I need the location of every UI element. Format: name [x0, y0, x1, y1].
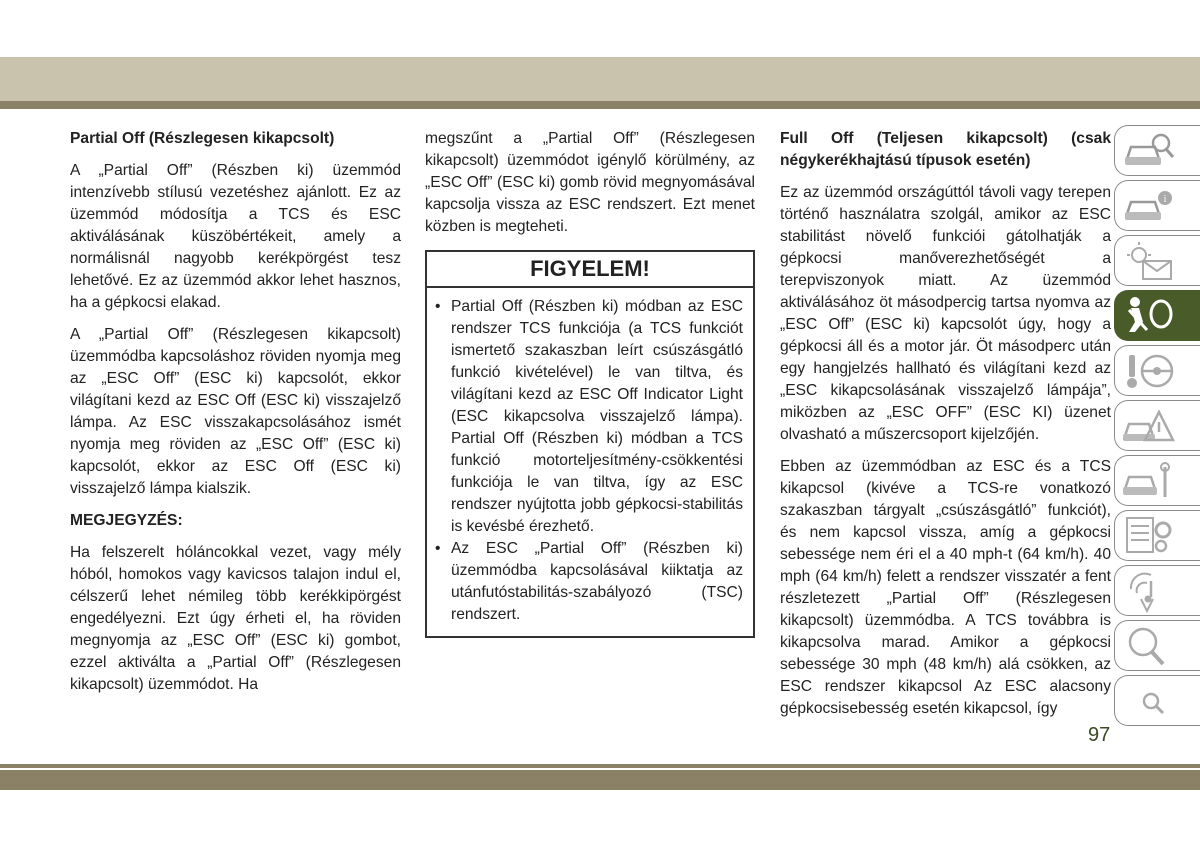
warning-list — [427, 288, 753, 636]
warning-item: • Partial Off (Részben ki) módban az ESC rendszer TCS funkciója (a TCS funkciót ismertető szakaszban leírt csúszásgátló funkció kivételével) le van tiltva, és világítani kezd az ESC Off Indicator Light (ESC kikapcsolva visszajelző lámpa). Partial Off (Részben ki) módban a TCS funkció motorteljesítmény-csökkentési funkciója le van tiltva, így az ESC rendszer nyújtotta jobb gépkocsi-stabilitás is kevésbé érezhető. — [435, 296, 743, 538]
music-navigation-icon — [1121, 569, 1177, 613]
tab-customer-assistance[interactable] — [1114, 620, 1200, 671]
page-number: 97 — [1088, 724, 1111, 746]
tab-car-search[interactable] — [1114, 125, 1200, 176]
alphabet-index-icon — [1121, 679, 1177, 723]
column-middle — [425, 128, 755, 638]
column-right — [780, 128, 1111, 730]
column-left — [70, 128, 401, 706]
tab-index[interactable] — [1114, 675, 1200, 726]
airbag-seatbelt-icon — [1121, 294, 1177, 338]
key-steering-wheel-icon — [1121, 349, 1177, 393]
tab-servicing[interactable] — [1114, 455, 1200, 506]
light-message-icon — [1121, 239, 1177, 283]
footer-rule — [0, 764, 1200, 768]
paragraph: Ez az üzemmód országúttól távoli vagy terepen történő használatra szolgál, amikor az ESC stabilitást növelő funkciói gátolhatják a gépkocsi manőverezhetőségét a terepviszonyok miatt. Az üzemmód aktiválásához öt másodpercig tartsa nyomva az „ESC Off” (ESC ki) kapcsolót úgy, hogy a gépkocsi áll és a motor jár. Öt másodperc után egy hangjelzés hallható és világítani kezd az „ESC kikapcsolásának visszajelző lámpája”, miközben az „ESC OFF” (ESC KI) üzenet olvasható a műszercsoport kijelzőjén. — [780, 184, 1111, 443]
section-heading-partial-off: Partial Off (Részlegesen kikapcsolt) — [70, 130, 335, 147]
paragraph: A „Partial Off” (Részlegesen kikapcsolt) üzemmódba kapcsoláshoz röviden nyomja meg az „ESC Off” (ESC ki) kapcsolót, ekkor világítani kezd az ESC Off (ESC ki) visszajelző lámpa. Az ESC visszakapcsolásához ismét nyomja meg röviden az „ESC Off” (ESC ki) kapcsolót, ekkor az ESC Off (ESC ki) visszajelző lámpa kialszik. — [70, 326, 401, 497]
car-search-icon — [1121, 129, 1177, 173]
warning-item: • Az ESC „Partial Off” (Részben ki) üzemmódba kapcsolásával kiiktatja az utánfutóstabilitás-szabályozó (TSC) rendszert. — [435, 538, 743, 626]
tab-multimedia[interactable] — [1114, 565, 1200, 616]
tab-emergency[interactable] — [1114, 400, 1200, 451]
note-text: Ha felszerelt hóláncokkal vezet, vagy mély hóból, homokos vagy kavicsos talajon indul el, célszerű lehet némileg több kerékkipörgést engedélyezni. Ezt úgy érheti el, ha röviden megnyomja az „ESC Off” (ESC ki) gombot, ezzel aktiválta a „Partial Off” (Részlegesen kikapcsolt) üzemmódot. Ha — [70, 544, 401, 693]
svg-text:i: i — [1163, 194, 1167, 205]
settings-list-icon — [1121, 514, 1177, 558]
tab-car-info[interactable] — [1114, 180, 1200, 231]
car-info-icon — [1121, 184, 1177, 228]
footer-band — [0, 770, 1200, 790]
tab-safety[interactable] — [1114, 290, 1200, 341]
car-warning-triangle-icon — [1121, 404, 1177, 448]
chapter-tabs — [1114, 125, 1200, 730]
warning-title: FIGYELEM! — [427, 252, 753, 288]
paragraph: A „Partial Off” (Részben ki) üzemmód intenzívebb stílusú vezetéshez ajánlott. Ez az üzemmód módosítja a TCS és ESC aktiválásának küszöbértékeit, amely a normálisnál nagyobb kerékpörgést tesz lehetővé. Ez az üzemmód akkor lehet hasznos, ha a gépkocsi elakad. — [70, 162, 401, 311]
tab-light-message[interactable] — [1114, 235, 1200, 286]
header-rule — [0, 101, 1200, 109]
paragraph: Ebben az üzemmódban az ESC és a TCS kikapcsol (kivéve a TCS-re vonatkozó szakaszban tárgyalt „csúszásgátló” funkciót), és nem kapcsol vissza, amíg a gépkocsi sebessége nem éri el a 40 mph-t (64 km/h). 40 mph (64 km/h) felett a rendszer visszatér a fent részletezett „Partial Off” (Részlegesen kikapcsolt) üzemmódba. A TCS továbbra is kikapcsolva marad. Amikor a gépkocsi sebessége 30 mph (48 km/h) alá csökken, az ESC rendszer kikapcsol Az ESC alacsony gépkocsisebesség esetén kikapcsol, így — [780, 458, 1111, 717]
note-heading: MEGJEGYZÉS: — [70, 512, 183, 529]
magnifier-icon — [1121, 624, 1177, 668]
car-tools-icon — [1121, 459, 1177, 503]
tab-starting-driving[interactable] — [1114, 345, 1200, 396]
warning-box — [425, 250, 755, 638]
section-heading-full-off: Full Off (Teljesen kikapcsolt) (csak négykerékhajtású típusok esetén) — [780, 130, 1111, 169]
header-band — [0, 57, 1200, 101]
tab-specifications[interactable] — [1114, 510, 1200, 561]
paragraph: megszűnt a „Partial Off” (Részlegesen kikapcsolt) üzemmódot igénylő körülmény, az „ESC Off” (ESC ki) gomb rövid megnyomásával kapcsolja vissza az ESC rendszert. Ezt menet közben is megteheti. — [425, 130, 755, 235]
